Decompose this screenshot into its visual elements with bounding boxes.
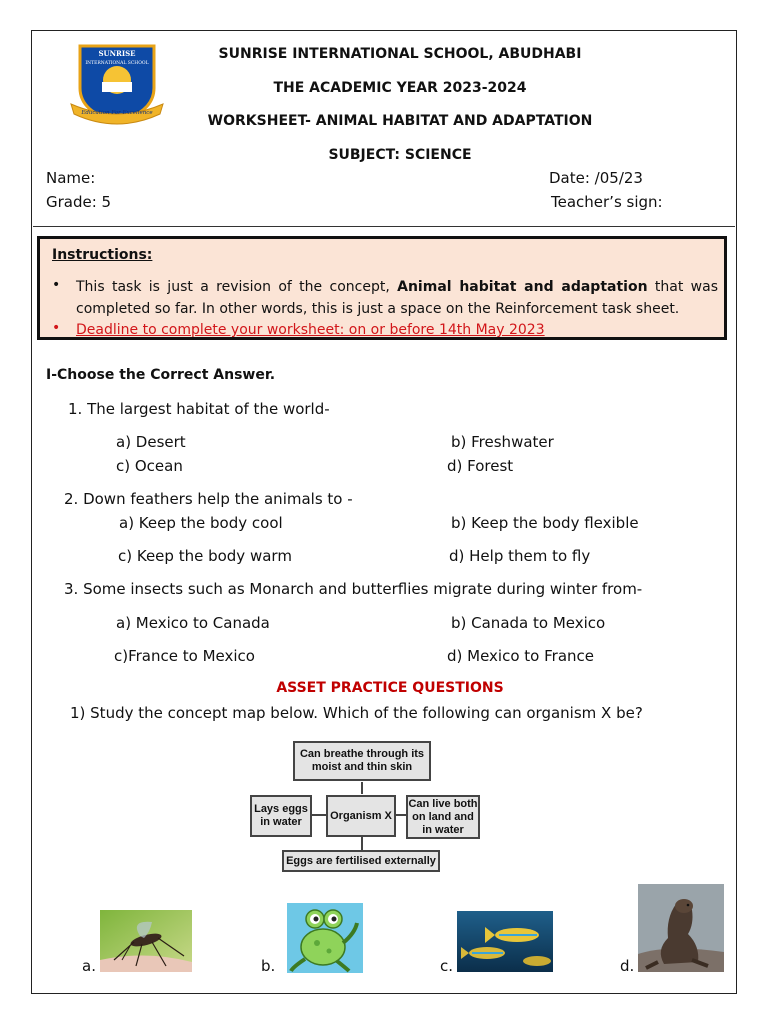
asset-question: 1) Study the concept map below. Which of the following can organism X be? (70, 704, 643, 722)
option-2d: d) Help them to fly (449, 547, 591, 565)
option-1a: a) Desert (116, 433, 186, 451)
option-1b: b) Freshwater (451, 433, 554, 451)
choice-c-label: c. (440, 957, 454, 975)
instructions-box (37, 236, 727, 340)
sea-lion-image (638, 884, 724, 972)
school-logo (68, 42, 166, 126)
concept-top-box: Can breathe through its moist and thin skin (293, 741, 431, 781)
concept-center-box: Organism X (326, 795, 396, 837)
deadline-text: Deadline to complete your worksheet: on or before 14th May 2023 (76, 322, 545, 338)
question-2: 2. Down feathers help the animals to - (64, 490, 353, 508)
option-2c: c) Keep the body warm (118, 547, 292, 565)
instructions-title: Instructions: (52, 247, 153, 263)
asset-title: ASSET PRACTICE QUESTIONS (276, 680, 504, 696)
choice-b-label: b. (261, 957, 276, 975)
choice-a-label: a. (82, 957, 96, 975)
header-separator (33, 226, 735, 227)
concept-left-box: Lays eggs in water (250, 795, 312, 837)
bullet-icon: • (52, 320, 61, 336)
section-title: I-Choose the Correct Answer. (46, 367, 276, 383)
bullet-icon: • (52, 277, 61, 293)
option-3c: c)France to Mexico (114, 647, 255, 665)
grade-field: Grade: 5 (46, 193, 112, 211)
concept-right-box: Can live both on land and in water (406, 795, 480, 839)
school-name: SUNRISE INTERNATIONAL SCHOOL, ABUDHABI (218, 46, 582, 62)
option-3b: b) Canada to Mexico (451, 614, 606, 632)
question-1: 1. The largest habitat of the world- (68, 400, 330, 418)
logo-title: SUNRISE (98, 49, 136, 58)
logo-motto: Education For Excellence (81, 110, 153, 116)
frog-image (287, 903, 363, 973)
worksheet-title: WORKSHEET- ANIMAL HABITAT AND ADAPTATION (207, 113, 593, 129)
teacher-sign-field: Teacher’s sign: (551, 193, 663, 211)
question-3: 3. Some insects such as Monarch and butterflies migrate during winter from- (64, 580, 643, 598)
option-1c: c) Ocean (116, 457, 183, 475)
option-2a: a) Keep the body cool (119, 514, 283, 532)
option-3d: d) Mexico to France (447, 647, 594, 665)
name-field: Name: (46, 169, 96, 187)
date-field: Date: /05/23 (549, 169, 643, 187)
academic-year: THE ACADEMIC YEAR 2023-2024 (273, 80, 527, 96)
concept-bottom-box: Eggs are fertilised externally (282, 850, 440, 872)
subject-title: SUBJECT: SCIENCE (328, 147, 472, 163)
option-3a: a) Mexico to Canada (116, 614, 270, 632)
option-1d: d) Forest (447, 457, 514, 475)
fish-image (457, 911, 553, 972)
choice-d-label: d. (620, 957, 635, 975)
instruction-text: This task is just a revision of the concept, Animal habitat and adaptation that was completed so far. In other words, this is just a space on the Reinforcement task sheet. (76, 279, 718, 317)
option-2b: b) Keep the body flexible (451, 514, 639, 532)
logo-subtitle: INTERNATIONAL SCHOOL (85, 61, 149, 66)
mosquito-image (100, 910, 192, 972)
